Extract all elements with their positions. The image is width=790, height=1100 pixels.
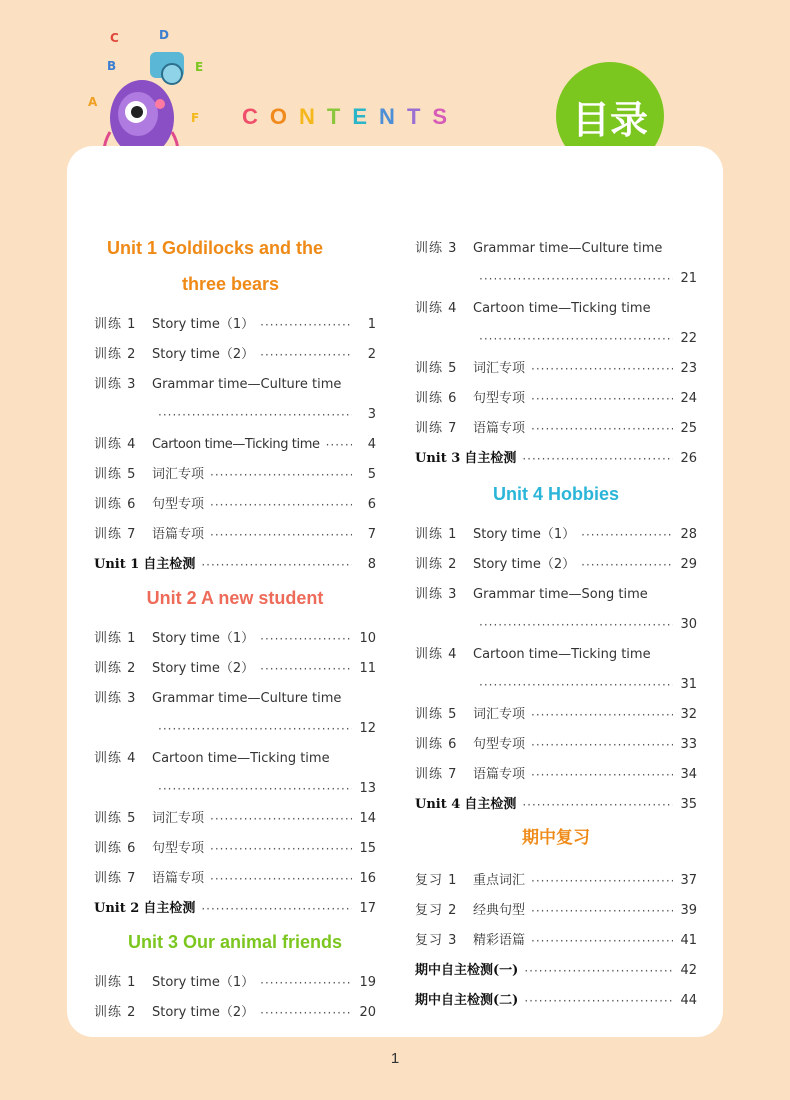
entry-page: 8 [367,557,376,572]
entry-label: Unit 3 [415,451,461,466]
entry-title: 精彩语篇 [473,933,526,948]
entry-page: 37 [680,873,697,888]
entry-label: 训练 6 [415,391,458,406]
leader-dots [326,438,352,452]
toc-entry[interactable] [415,858,697,888]
leader-dots [524,994,673,1008]
entry-label: 训练 4 [415,301,458,316]
leader-dots [479,332,673,346]
entry-title: Grammar time—Culture time [152,377,342,392]
toc-entry[interactable] [94,332,376,362]
svg-text:B: B [107,59,117,73]
toc-entry[interactable] [94,542,376,572]
entry-title: Grammar time—Culture time [152,691,342,706]
entry-page: 20 [359,1005,376,1020]
leader-dots [479,272,673,286]
leader-dots [210,872,352,886]
entry-page: 21 [680,271,697,286]
entry-page: 4 [367,437,376,452]
leader-dots [479,678,673,692]
leader-dots [210,468,352,482]
toc-entry[interactable] [415,572,697,602]
entry-label: 训练 3 [415,241,458,256]
entry-title: 期中自主检测(二) [415,993,519,1008]
entry-label: 训练 2 [415,557,458,572]
toc-entry[interactable] [94,302,376,332]
entry-title: 自主检测 [464,451,517,466]
entry-page: 14 [359,811,376,826]
unit1-heading: Unit 1 Goldilocks and the [107,238,324,258]
contents-badge: 目录 [556,62,664,170]
leader-dots [210,812,352,826]
contents-letter: N [379,104,407,129]
entry-page: 6 [367,497,376,512]
leader-dots [581,558,673,572]
entry-title: 语篇专项 [473,421,526,436]
entry-title: Story time（2） [152,1005,255,1020]
entry-page: 2 [367,347,376,362]
entry-label: 训练 5 [415,361,458,376]
entry-label: 训练 6 [94,497,137,512]
entry-title: 词汇专项 [152,811,205,826]
entry-label: 训练 7 [94,871,137,886]
toc-entry-continued[interactable] [94,766,376,796]
leader-dots [522,452,673,466]
entry-page: 25 [680,421,697,436]
entry-title: Story time（1） [473,527,576,542]
svg-text:C: C [110,31,119,45]
leader-dots [201,558,352,572]
toc-entry[interactable] [94,856,376,886]
entry-page: 41 [680,933,697,948]
contents-letter: T [326,104,353,129]
toc-entry[interactable] [94,482,376,512]
unit3-heading: Unit 3 Our animal friends [127,932,343,952]
toc-entry[interactable] [94,362,376,392]
contents-letter: E [352,104,380,129]
entry-label: 训练 1 [94,631,137,646]
entry-label: 训练 3 [415,587,458,602]
entry-page: 13 [359,781,376,796]
entry-page: 7 [367,527,376,542]
entry-page: 24 [680,391,697,406]
entry-title: Story time（2） [152,661,255,676]
toc-entry[interactable] [94,826,376,856]
entry-page: 12 [359,721,376,736]
unit2-list [94,616,376,916]
toc-entry[interactable] [415,692,697,722]
entry-title: Grammar time—Song time [473,587,648,602]
entry-title: 句型专项 [152,841,205,856]
toc-entry-continued[interactable] [94,392,376,422]
entry-page: 29 [680,557,697,572]
entry-page: 3 [367,407,376,422]
toc-entry[interactable] [94,990,376,1020]
unit3-list [94,960,376,1020]
entry-title: 语篇专项 [152,871,205,886]
toc-entry[interactable] [415,346,697,376]
leader-dots [581,528,673,542]
entry-page: 10 [359,631,376,646]
unit4-list [415,512,697,812]
entry-page: 35 [680,797,697,812]
toc-entry[interactable] [415,948,697,978]
entry-label: Unit 4 [415,797,461,812]
contents-letter: N [299,104,327,129]
leader-dots [260,318,352,332]
entry-page: 17 [359,901,376,916]
leader-dots [158,782,352,796]
toc-entry[interactable] [415,542,697,572]
entry-label: 训练 3 [94,691,137,706]
entry-label: 训练 1 [94,317,137,332]
leader-dots [531,768,673,782]
contents-letter: O [269,104,300,129]
entry-title: 句型专项 [152,497,205,512]
entry-label: 训练 6 [94,841,137,856]
entry-title: Story time（1） [152,631,255,646]
entry-title: Story time（1） [152,317,255,332]
toc-entry[interactable] [415,752,697,782]
entry-page: 26 [680,451,697,466]
entry-label: Unit 2 [94,901,140,916]
entry-title: Cartoon time—Ticking time [473,647,651,662]
entry-page: 30 [680,617,697,632]
contents-letter: C [242,104,270,129]
leader-dots [522,798,673,812]
toc-entry[interactable] [415,918,697,948]
toc-entry[interactable] [94,646,376,676]
entry-page: 34 [680,767,697,782]
leader-dots [260,1006,352,1020]
entry-page: 33 [680,737,697,752]
leader-dots [260,632,352,646]
entry-page: 42 [680,963,697,978]
leader-dots [158,722,352,736]
leader-dots [210,842,352,856]
entry-label: 训练 5 [415,707,458,722]
entry-title: 语篇专项 [473,767,526,782]
unit4-heading: Unit 4 Hobbies [492,484,619,504]
midterm-heading: 期中复习 [522,828,590,848]
entry-label: Unit 1 [94,557,140,572]
entry-label: 训练 3 [94,377,137,392]
entry-title: Story time（1） [152,975,255,990]
entry-label: 训练 5 [94,811,137,826]
entry-title: Cartoon time—Ticking time [152,751,330,766]
leader-dots [260,662,352,676]
entry-label: 训练 4 [94,437,137,452]
unit1-list [94,302,376,572]
entry-label: 训练 1 [94,975,137,990]
leader-dots [531,708,673,722]
page-number: 1 [390,1050,400,1067]
toc-entry[interactable] [415,722,697,752]
toc-entry[interactable] [415,376,697,406]
leader-dots [210,528,352,542]
toc-entry[interactable] [415,888,697,918]
entry-page: 31 [680,677,697,692]
unit1-heading-line2: three bears [182,274,280,294]
entry-title: 词汇专项 [473,707,526,722]
entry-title: Cartoon time—Ticking time [473,301,651,316]
entry-page: 22 [680,331,697,346]
leader-dots [531,738,673,752]
entry-page: 39 [680,903,697,918]
toc-entry[interactable] [415,632,697,662]
entry-page: 32 [680,707,697,722]
toc-entry[interactable] [415,286,697,316]
entry-title: 自主检测 [464,797,517,812]
toc-entry[interactable] [415,512,697,542]
contents-letter: T [406,104,433,129]
toc-entry[interactable] [94,676,376,706]
leader-dots [158,408,352,422]
svg-text:D: D [159,28,169,42]
unit3-continued-list [415,226,697,466]
toc-entry-continued[interactable] [415,662,697,692]
leader-dots [201,902,352,916]
entry-page: 15 [359,841,376,856]
toc-entry[interactable] [415,436,697,466]
right-column [415,226,697,1008]
leader-dots [260,976,352,990]
entry-label: 复习 1 [415,873,458,888]
leader-dots [479,618,673,632]
entry-label: 训练 2 [94,347,137,362]
left-column [94,230,376,1020]
toc-entry[interactable] [94,960,376,990]
leader-dots [531,362,673,376]
entry-title: 经典句型 [473,903,526,918]
toc-entry[interactable] [94,886,376,916]
entry-title: 语篇专项 [152,527,205,542]
toc-entry[interactable] [94,422,376,452]
toc-entry[interactable] [415,978,697,1008]
contents-letter: S [432,104,460,129]
midterm-list [415,858,697,1008]
toc-entry[interactable] [94,512,376,542]
entry-label: 复习 2 [415,903,458,918]
entry-page: 28 [680,527,697,542]
leader-dots [531,392,673,406]
entry-title: Story time（2） [473,557,576,572]
entry-label: 训练 5 [94,467,137,482]
entry-title: 自主检测 [143,557,196,572]
entry-page: 11 [359,661,376,676]
toc-entry[interactable] [94,736,376,766]
entry-title: 词汇专项 [152,467,205,482]
toc-entry-continued[interactable] [415,256,697,286]
entry-page: 1 [367,317,376,332]
entry-label: 训练 7 [94,527,137,542]
entry-page: 19 [359,975,376,990]
entry-title: 自主检测 [143,901,196,916]
toc-entry[interactable] [94,796,376,826]
toc-entry[interactable] [415,406,697,436]
entry-title: Story time（2） [152,347,255,362]
leader-dots [260,348,352,362]
entry-label: 训练 2 [94,1005,137,1020]
svg-text:E: E [195,60,204,74]
entry-label: 训练 4 [415,647,458,662]
entry-page: 5 [367,467,376,482]
leader-dots [531,874,673,888]
toc-entry[interactable] [415,782,697,812]
entry-title: 期中自主检测(一) [415,963,519,978]
entry-label: 训练 7 [415,421,458,436]
toc-entry[interactable] [94,452,376,482]
toc-entry[interactable] [94,616,376,646]
leader-dots [531,934,673,948]
entry-title: 句型专项 [473,391,526,406]
entry-title: 词汇专项 [473,361,526,376]
svg-text:A: A [88,95,98,109]
contents-title [242,104,459,130]
entry-label: 训练 6 [415,737,458,752]
svg-text:F: F [191,111,200,125]
toc-entry[interactable] [415,226,697,256]
entry-page: 23 [680,361,697,376]
entry-label: 训练 7 [415,767,458,782]
entry-title: 句型专项 [473,737,526,752]
entry-page: 16 [359,871,376,886]
entry-label: 训练 1 [415,527,458,542]
leader-dots [531,904,673,918]
leader-dots [524,964,673,978]
entry-label: 复习 3 [415,933,458,948]
toc-entry-continued[interactable] [415,316,697,346]
entry-label: 训练 4 [94,751,137,766]
entry-label: 训练 2 [94,661,137,676]
leader-dots [531,422,673,436]
toc-entry-continued[interactable] [415,602,697,632]
leader-dots [210,498,352,512]
entry-title: Cartoon time—Ticking time [152,437,320,452]
entry-title: 重点词汇 [473,873,526,888]
toc-entry-continued[interactable] [94,706,376,736]
unit2-heading: Unit 2 A new student [146,588,324,608]
entry-page: 44 [680,993,697,1008]
entry-title: Grammar time—Culture time [473,241,663,256]
